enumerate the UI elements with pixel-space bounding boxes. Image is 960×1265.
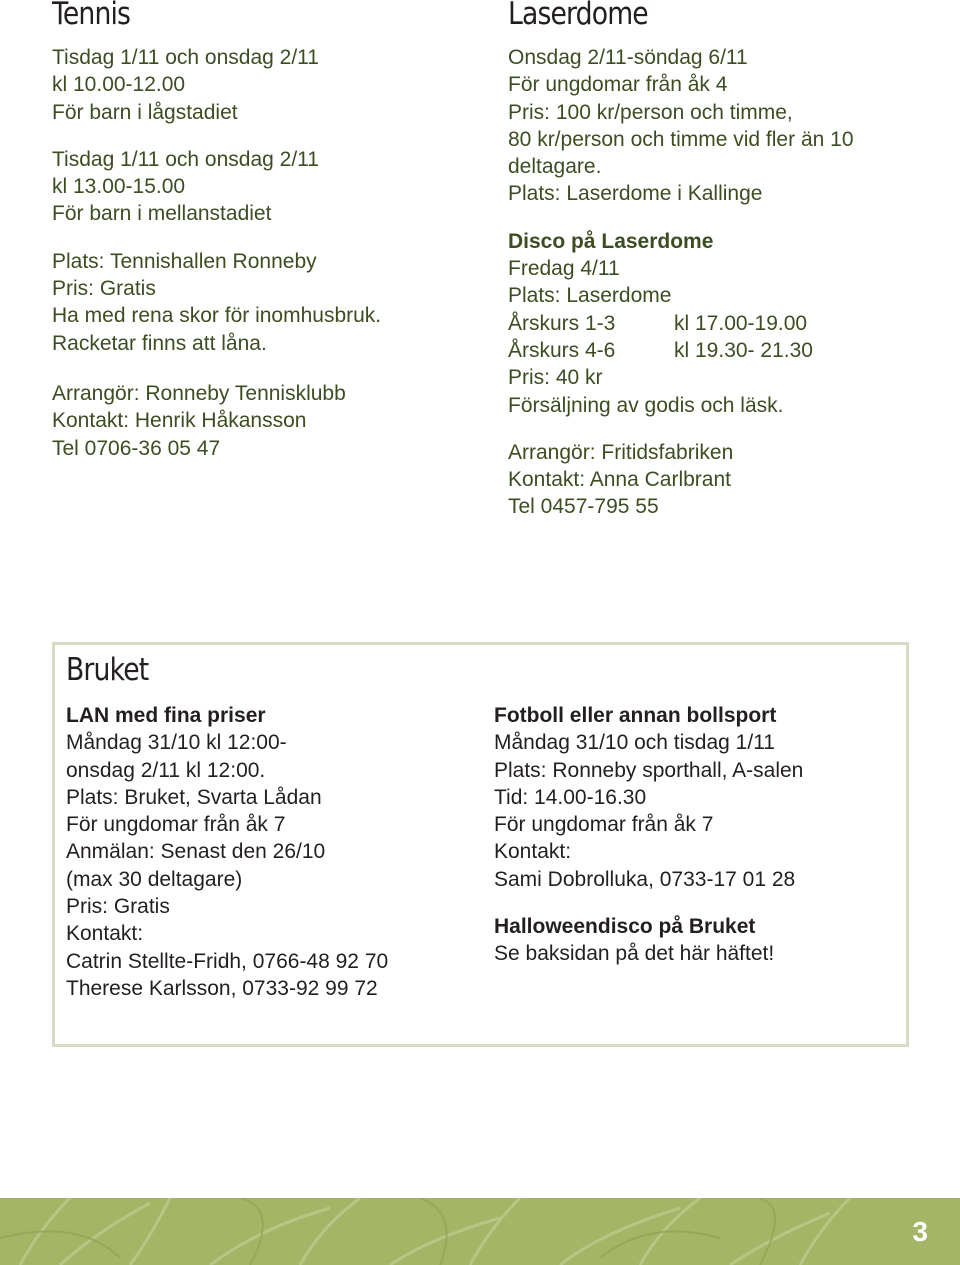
football-section	[494, 702, 803, 968]
laserdome-audience: För ungdomar från åk 4	[508, 73, 728, 97]
bruket-title: Bruket	[66, 652, 149, 688]
halloween-note: Se baksidan på det här häftet!	[494, 942, 775, 966]
laserdome-title: Laserdome	[508, 0, 648, 32]
tennis-session-1-dates: Tisdag 1/11 och onsdag 2/11	[52, 46, 319, 69]
disco-row-1	[508, 310, 854, 337]
lan-start: Måndag 31/10 kl 12:00-	[66, 731, 287, 755]
football-heading: Fotboll eller annan bollsport	[494, 704, 777, 727]
lan-max: (max 30 deltagare)	[66, 867, 243, 891]
lan-registration: Anmälan: Senast den 26/10	[66, 840, 326, 864]
football-contact-label: Kontakt:	[494, 840, 572, 864]
football-audience: För ungdomar från åk 7	[494, 813, 714, 837]
laserdome-organizer: Arrangör: Fritidsfabriken	[508, 440, 734, 464]
disco-place: Plats: Laserdome	[508, 284, 672, 308]
lan-contact-1: Catrin Stellte-Fridh, 0766-48 92 70	[66, 949, 389, 973]
laserdome-place: Plats: Laserdome i Kallinge	[508, 182, 763, 206]
football-dates: Måndag 31/10 och tisdag 1/11	[494, 731, 775, 755]
lan-price: Pris: Gratis	[66, 895, 170, 919]
footer-band	[0, 1198, 960, 1265]
laserdome-price: Pris: 100 kr/person och timme,	[508, 100, 793, 124]
laserdome-dates: Onsdag 2/11-söndag 6/11	[508, 46, 748, 69]
tennis-session-1-time: kl 10.00-12.00	[52, 73, 186, 97]
disco-row-2	[508, 337, 854, 364]
tennis-place: Plats: Tennishallen Ronneby	[52, 249, 317, 273]
tennis-phone: Tel 0706-36 05 47	[52, 436, 221, 460]
laserdome-phone: Tel 0457-795 55	[508, 495, 659, 519]
disco-row-1-grade: Årskurs 1-3	[508, 311, 616, 335]
page-number: 3	[912, 1216, 928, 1247]
tennis-shoes-note: Ha med rena skor för inomhusbruk.	[52, 304, 382, 328]
tennis-racket-note: Racketar finns att låna.	[52, 331, 267, 355]
lan-contact-2: Therese Karlsson, 0733-92 99 72	[66, 976, 378, 1000]
disco-row-2-grade: Årskurs 4-6	[508, 338, 616, 362]
tennis-session-2-dates: Tisdag 1/11 och onsdag 2/11	[52, 147, 319, 171]
halloween-heading: Halloweendisco på Bruket	[494, 915, 756, 939]
lan-heading: LAN med fina priser	[66, 704, 266, 727]
lan-place: Plats: Bruket, Svarta Lådan	[66, 785, 322, 809]
disco-row-1-time: kl 17.00-19.00	[674, 311, 808, 335]
disco-price: Pris: 40 kr	[508, 366, 603, 390]
lan-end: onsdag 2/11 kl 12:00.	[66, 758, 266, 782]
tennis-title: Tennis	[52, 0, 131, 32]
laserdome-group-price: 80 kr/person och timme vid fler än 10	[508, 127, 854, 151]
disco-sale: Försäljning av godis och läsk.	[508, 393, 784, 417]
disco-heading: Disco på Laserdome	[508, 229, 714, 253]
tennis-session-2-time: kl 13.00-15.00	[52, 175, 186, 199]
tennis-price: Pris: Gratis	[52, 277, 156, 301]
tennis-session-2-group: För barn i mellanstadiet	[52, 202, 272, 226]
tennis-section	[52, 44, 381, 462]
laserdome-group-price-cont: deltagare.	[508, 155, 602, 179]
laserdome-section	[508, 44, 854, 521]
lan-audience: För ungdomar från åk 7	[66, 813, 286, 837]
grass-pattern	[0, 1198, 960, 1265]
tennis-organizer: Arrangör: Ronneby Tennisklubb	[52, 381, 346, 405]
disco-date: Fredag 4/11	[508, 257, 620, 281]
laserdome-contact: Kontakt: Anna Carlbrant	[508, 468, 731, 492]
football-place: Plats: Ronneby sporthall, A-salen	[494, 758, 804, 782]
tennis-contact: Kontakt: Henrik Håkansson	[52, 409, 307, 433]
disco-row-2-time: kl 19.30- 21.30	[674, 338, 813, 362]
tennis-session-1-group: För barn i lågstadiet	[52, 100, 238, 124]
football-contact: Sami Dobrolluka, 0733-17 01 28	[494, 867, 796, 891]
football-time: Tid: 14.00-16.30	[494, 785, 647, 809]
lan-section	[66, 702, 388, 1002]
lan-contact-label: Kontakt:	[66, 922, 144, 946]
